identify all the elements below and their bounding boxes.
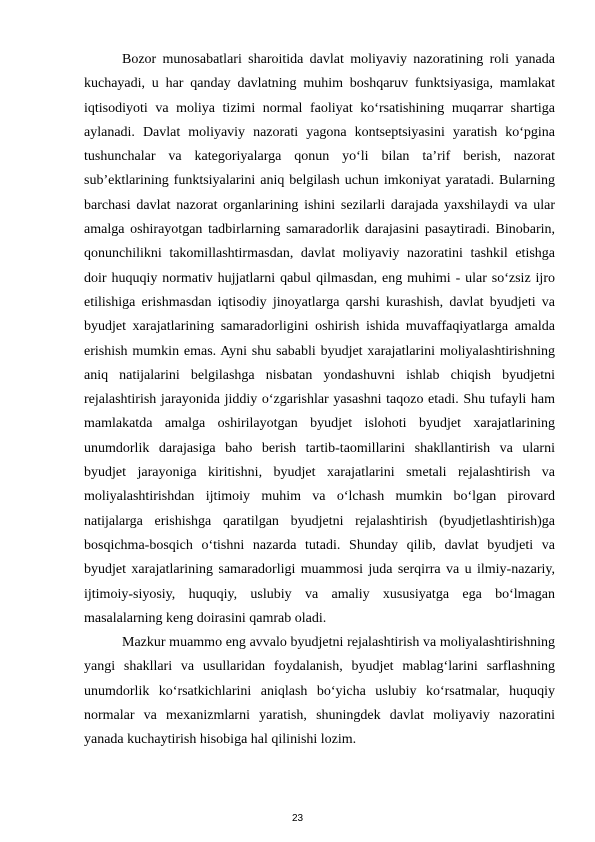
document-page [84, 48, 555, 753]
body-paragraph-2: Mazkur muammo eng avvalo byudjetni rejalashtirish va moliyalashtirishning yangi shakllari va usullaridan foydalanish, byudjet mablag‘larini sarflashning unumdorlik ko‘rsatkichlarini aniqlash bo‘yicha uslubiy ko‘rsatmalar, huquqiy normalar va mexanizmlarni yaratish, shuningdek davlat moliyaviy nazoratini yanada kuchaytirish hisobiga hal qilinishi lozim. [84, 635, 555, 748]
page-number: 23 [291, 813, 304, 824]
body-paragraph-1: Bozor munosabatlari sharoitida davlat moliyaviy nazoratining roli yanada kuchayadi, u har qanday davlatning muhim boshqaruv funktsiyasiga, mamlakat iqtisodiyoti va moliya tizimi normal faoliyat ko‘rsatishining muqarrar shartiga aylanadi. Davlat moliyaviy nazorati yagona kontseptsiyasini yaratish ko‘pgina tushunchalar va kategoriyalarga qonun yo‘li bilan ta’rif berish, nazorat sub’ektlarining funktsiyalarini aniq belgilash uchun imkoniyat yaratadi. Bularning barchasi davlat nazorat organlarining ishini sezilarli darajada yaxshilaydi va ular amalga oshirayotgan tadbirlarning samaradorlik darajasini pasaytiradi. Binobarin, qonunchilikni takomillashtirmasdan, davlat moliyaviy nazoratini tashkil etishga doir huquqiy normativ hujjatlarni qabul qilmasdan, eng muhimi - ular so‘zsiz ijro etilishiga erishmasdan iqtisodiy jinoyatlarga qarshi kurashish, davlat byudjeti va byudjet xarajatlarining samaradorligini oshirish ishida muvaffaqiyatlarga amalda erishish mumkin emas. Ayni shu sababli byudjet xarajatlarini moliyalashtirishning aniq natijalarini belgilashga nisbatan yondashuvni ishlab chiqish byudjetni rejalashtirish jarayonida jiddiy o‘zgarishlar yasashni taqozo etadi. Shu tufayli ham mamlakatda amalga oshirilayotgan byudjet islohoti byudjet xarajatlarining unumdorlik darajasiga baho berish tartib-taomillarini shakllantirish va ularni byudjet jarayoniga kiritishni, byudjet xarajatlarini smetali rejalashtirish va moliyalashtirishdan ijtimoiy muhim va o‘lchash mumkin bo‘lgan pirovard natijalarga erishishga qaratilgan byudjetni rejalashtirish (byudjetlashtirish)ga bosqichma-bosqich o‘tishni nazarda tutadi. Shunday qilib, davlat byudjeti va byudjet xarajatlarining samaradorligi muammosi juda serqirra va u ilmiy-nazariy, ijtimoiy-siyosiy, huquqiy, uslubiy va amaliy xususiyatga ega bo‘lmagan masalalarning keng doirasini qamrab oladi. [84, 52, 555, 626]
